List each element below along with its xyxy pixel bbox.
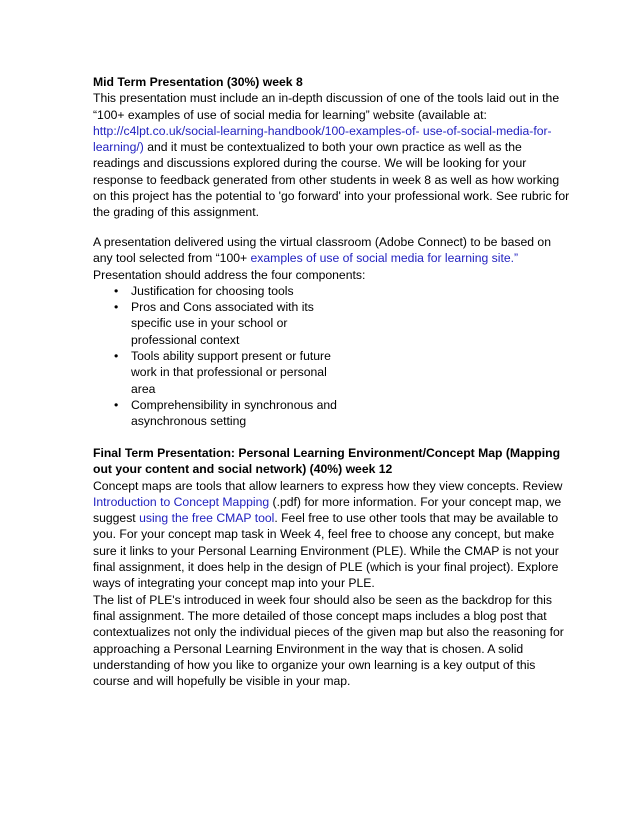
paragraph-text: suggest (93, 511, 140, 526)
list-item-text: professional context (131, 332, 240, 347)
paragraph-line: understanding of how you like to organize your own learning is a key output of this (93, 657, 536, 672)
bullet-icon: • (114, 397, 119, 412)
paragraph-text: . Feel free to use other tools that may be available to (274, 511, 559, 526)
list-item-text: Tools ability support present or future (131, 349, 331, 364)
bullet-icon: • (114, 349, 119, 364)
paragraph-line: course and will hopefully be visible in your map. (93, 674, 351, 689)
list-item-text: Pros and Cons associated with its (131, 300, 314, 315)
paragraph-text: any tool selected from “100+ (93, 251, 251, 266)
bullet-icon: • (114, 283, 119, 298)
list-item (93, 348, 553, 397)
social-media-examples-link[interactable]: examples of use of social media for learning site.” (250, 251, 519, 266)
paragraph-line: “100+ examples of use of social media for learning” website (available at: (93, 107, 487, 122)
paragraph-line: The list of PLE's introduced in week four should also be seen as the backdrop for this (93, 592, 552, 607)
midterm-section (93, 74, 570, 221)
concept-mapping-link[interactable]: Introduction to Concept Mapping (93, 494, 270, 509)
list-item-text: asynchronous setting (131, 414, 247, 429)
final-term-heading: Final Term Presentation: Personal Learning Environment/Concept Map (Mapping (93, 446, 561, 460)
c4lpt-link[interactable]: http://c4lpt.co.uk/social-learning-handbook/100-examples-of- use-of-social-media-for- (93, 123, 552, 138)
paragraph-line: on this project has the potential to 'go forward' into your professional work. See rubric for (93, 189, 570, 204)
paragraph-line: readings and discussions explored during the course. We will be looking for your (93, 156, 527, 171)
bullet-icon: • (114, 300, 119, 315)
list-item-text: Comprehensibility in synchronous and (131, 397, 337, 412)
presentation-requirements (93, 234, 553, 430)
list-item (93, 283, 553, 299)
paragraph-line: A presentation delivered using the virtual classroom (Adobe Connect) to be based on (93, 235, 551, 249)
paragraph-text: (.pdf) for more information. For your concept map, we (269, 494, 562, 509)
paragraph-line: you. For your concept map task in Week 4, feel free to choose any concept, but make (93, 527, 555, 542)
list-item-text: area (131, 381, 156, 396)
paragraph-text: and it must be contextualized to both your own practice as well as the (143, 140, 522, 155)
c4lpt-link-continued[interactable]: learning/) (93, 140, 144, 155)
paragraph-line: sure it links to your Personal Learning Environment (PLE). While the CMAP is not your (93, 543, 559, 558)
list-item-text: specific use in your school or (131, 316, 288, 331)
cmap-tool-link[interactable]: using the free CMAP tool (139, 511, 275, 526)
list-item (93, 397, 553, 430)
paragraph-line: This presentation must include an in-depth discussion of one of the tools laid out in the (93, 91, 560, 106)
midterm-heading: Mid Term Presentation (30%) week 8 (93, 75, 303, 89)
list-item-text: work in that professional or personal (131, 365, 327, 380)
paragraph-line: Concept maps are tools that allow learners to express how they view concepts. Review (93, 478, 563, 493)
paragraph-line: ways of integrating your concept map into your PLE. (93, 576, 375, 591)
paragraph-line: the grading of this assignment. (93, 205, 259, 220)
paragraph-line: approaching a Personal Learning Environment in the way that is chosen. A solid (93, 641, 524, 656)
list-item (93, 299, 553, 348)
paragraph-line: response to feedback generated from other students in week 8 as well as how working (93, 172, 560, 187)
list-item-text: Justification for choosing tools (131, 283, 294, 298)
components-list (93, 283, 553, 430)
final-term-heading-continued: out your content and social network) (40%) week 12 (93, 462, 393, 477)
paragraph-line: final assignment, it does help in the design of PLE (which is your final project). Explore (93, 560, 559, 575)
paragraph-line: contextualizes not only the individual pieces of the given map but also the reasoning for (93, 625, 564, 640)
paragraph-line: Presentation should address the four components: (93, 267, 366, 282)
final-term-section (93, 445, 564, 689)
paragraph-line: final assignment. The more detailed of those concept maps includes a blog post that (93, 608, 547, 623)
